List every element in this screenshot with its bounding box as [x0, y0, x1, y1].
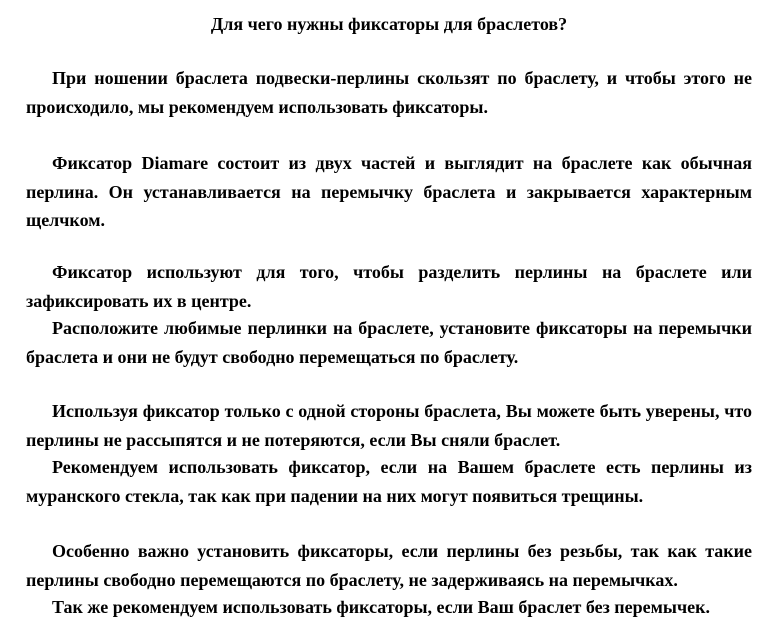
- paragraph-2: Фиксатор Diamare состоит из двух частей и выглядит на браслете как обычная перлина. Он устанавливается на перемычку браслета и закрывается характерным щелчком.: [26, 153, 752, 230]
- paragraph-8: Так же рекомендуем использовать фиксаторы, если Ваш браслет без перемычек.: [52, 597, 710, 617]
- paragraph-7: Особенно важно установить фиксаторы, если перлины без резьбы, так как такие перлины свободно перемещаются по браслету, не задерживаясь на перемычках.: [26, 541, 752, 590]
- paragraph-5: Используя фиксатор только с одной стороны браслета, Вы можете быть уверены, что перлины не рассыпятся и не потеряются, если Вы сняли браслет.: [26, 401, 752, 450]
- paragraph-3: Фиксатор используют для того, чтобы разделить перлины на браслете или зафиксировать их в центре.: [26, 262, 752, 311]
- paragraph-6: Рекомендуем использовать фиксатор, если на Вашем браслете есть перлины из муранского стекла, так как при падении на них могут появиться трещины.: [26, 457, 752, 506]
- document-title: Для чего нужны фиксаторы для браслетов?: [210, 14, 568, 34]
- paragraph-4: Расположите любимые перлинки на браслете, установите фиксаторы на перемычки браслета и они не будут свободно перемещаться по браслету.: [26, 318, 752, 367]
- paragraph-1: При ношении браслета подвески-перлины скользят по браслету, и чтобы этого не происходило, мы рекомендуем использовать фиксаторы.: [26, 68, 752, 117]
- document: [26, 0, 752, 628]
